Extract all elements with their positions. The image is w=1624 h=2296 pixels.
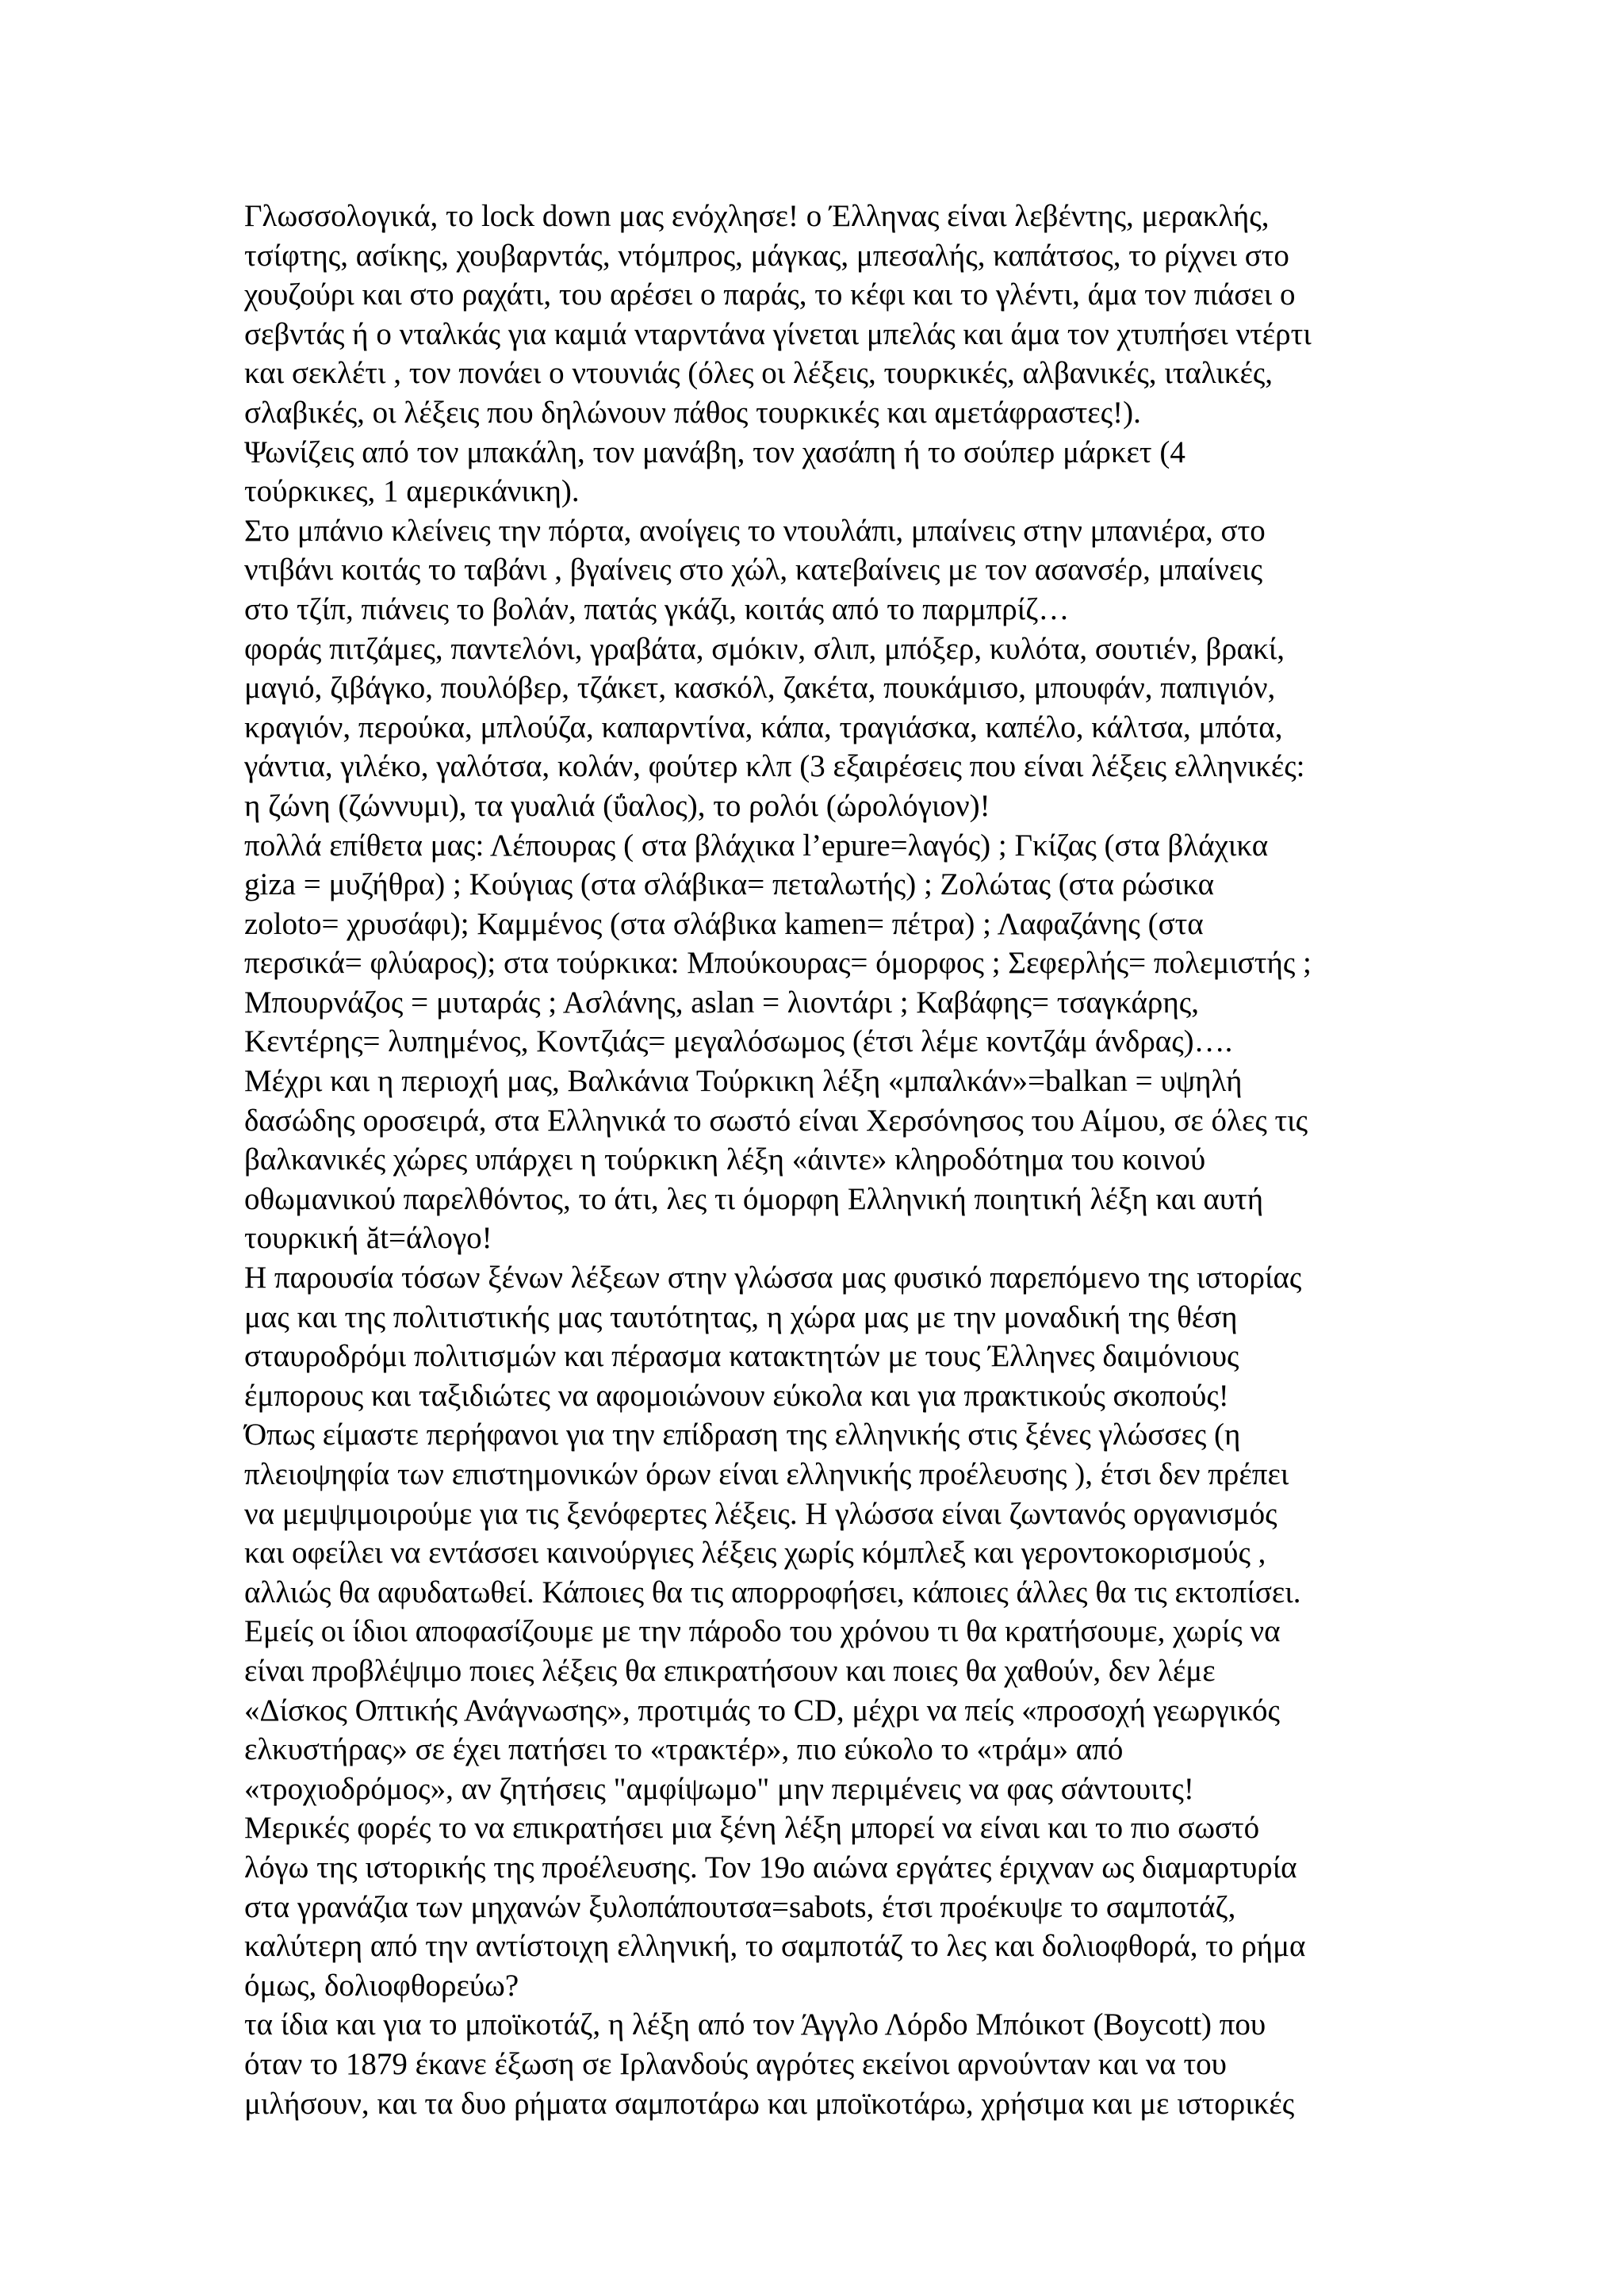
text-line: giza = μυζήθρα) ; Κούγιας (στα σλάβικα= πεταλωτής) ; Ζολώτας (στα ρώσικα <box>244 867 1215 902</box>
text-line: Όπως είμαστε περήφανοι για την επίδραση της ελληνικής στις ξένες γλώσσες (η <box>244 1418 1241 1452</box>
text-line: όταν το 1879 έκανε έξωση σε Ιρλανδούς αγρότες εκείνοι αρνούνταν και να του <box>244 2046 1227 2081</box>
text-line: Μερικές φορές το να επικρατήσει μια ξένη λέξη μπορεί να είναι και το πιο σωστό <box>244 1811 1260 1846</box>
text-line: να μεμψιμοιρούμε για τις ξενόφερτες λέξεις. Η γλώσσα είναι ζωντανός οργανισμός <box>244 1496 1277 1531</box>
text-line: πολλά επίθετα μας: Λέπουρας ( στα βλάχικα l’epure=λαγός) ; Γκίζας (στα βλάχικα <box>244 828 1269 863</box>
text-line: τα ίδια και για το μποϊκοτάζ, η λέξη από τον Άγγλο Λόρδο Μπόικοτ (Boycott) που <box>244 2007 1266 2042</box>
text-line: καλύτερη από την αντίστοιχη ελληνική, το σαμποτάζ το λες και δολιοφθορά, το ρήμα <box>244 1929 1306 1964</box>
text-line: σεβντάς ή ο νταλκάς για καμιά νταρντάνα γίνεται μπελάς και άμα τον χτυπήσει ντέρτι <box>244 316 1312 351</box>
text-line: μας και της πολιτιστικής μας ταυτότητας, η χώρα μας με την μοναδική της θέση <box>244 1299 1238 1334</box>
text-line: οθωμανικού παρελθόντος, το άτι, λες τι όμορφη Ελληνική ποιητική λέξη και αυτή <box>244 1181 1264 1216</box>
text-line: μαγιό, ζιβάγκο, πουλόβερ, τζάκετ, κασκόλ, ζακέτα, πουκάμισο, μπουφάν, παπιγιόν, <box>244 671 1276 706</box>
text-line: στο τζίπ, πιάνεις το βολάν, πατάς γκάζι, κοιτάς από το παρμπρίζ… <box>244 591 1070 626</box>
text-line: μιλήσουν, και τα δυο ρήματα σαμποτάρω και μποϊκοτάρω, χρήσιμα και με ιστορικές <box>244 2086 1295 2121</box>
text-line: Ψωνίζεις από τον μπακάλη, τον μανάβη, τον χασάπη ή το σούπερ μάρκετ (4 <box>244 434 1185 469</box>
text-line: Εμείς οι ίδιοι αποφασίζουμε με την πάροδο του χρόνου τι θα κρατήσουμε, χωρίς να <box>244 1614 1281 1649</box>
text-line: φοράς πιτζάμες, παντελόνι, γραβάτα, σμόκιν, σλιπ, μπόξερ, κυλότα, σουτιέν, βρακί, <box>244 631 1285 666</box>
text-line: Η παρουσία τόσων ξένων λέξεων στην γλώσσα μας φυσικό παρεπόμενο της ιστορίας <box>244 1261 1302 1295</box>
text-line: και σεκλέτι , τον πονάει ο ντουνιάς (όλες οι λέξεις, τουρκικές, αλβανικές, ιταλικές, <box>244 356 1274 391</box>
text-line: είναι προβλέψιμο ποιες λέξεις θα επικρατήσουν και ποιες θα χαθούν, δεν λέμε <box>244 1653 1216 1688</box>
text-line: τσίφτης, ασίκης, χουβαρντάς, ντόμπρος, μάγκας, μπεσαλής, καπάτσος, το ρίχνει στο <box>244 238 1289 273</box>
text-line: ελκυστήρας» σε έχει πατήσει το «τρακτέρ», πιο εύκολο το «τράμ» από <box>244 1732 1124 1767</box>
text-line: σταυροδρόμι πολιτισμών και πέρασμα κατακτητών με τους Έλληνες δαιμόνιους <box>244 1339 1239 1374</box>
text-line: κραγιόν, περούκα, μπλούζα, καπαρντίνα, κάπα, τραγιάσκα, καπέλο, κάλτσα, μπότα, <box>244 710 1283 744</box>
text-line: αλλιώς θα αφυδατωθεί. Κάποιες θα τις απορροφήσει, κάποιες άλλες θα τις εκτοπίσει. <box>244 1575 1301 1609</box>
text-line: και οφείλει να εντάσσει καινούργιες λέξεις χωρίς κόμπλεξ και γεροντοκορισμούς , <box>244 1536 1266 1571</box>
text-line: λόγω της ιστορικής της προέλευσης. Τον 19ο αιώνα εργάτες έριχναν ως διαμαρτυρία <box>244 1850 1297 1885</box>
text-line: χουζούρι και στο ραχάτι, του αρέσει ο παράς, το κέφι και το γλέντι, άμα τον πιάσει ο <box>244 277 1296 312</box>
text-line: Στο μπάνιο κλείνεις την πόρτα, ανοίγεις το ντουλάπι, μπαίνεις στην μπανιέρα, στο <box>244 513 1266 548</box>
text-line: «τροχιοδρόμος», αν ζητήσεις "αμφίψωμο" μην περιμένεις να φας σάντουιτς! <box>244 1771 1194 1806</box>
text-line: δασώδης οροσειρά, στα Ελληνικά το σωστό είναι Χερσόνησος του Αίμου, σε όλες τις <box>244 1103 1308 1138</box>
text-line: περσικά= φλύαρος); στα τούρκικα: Μπούκουρας= όμορφος ; Σεφερλής= πολεμιστής ; <box>244 946 1312 981</box>
text-line: γάντια, γιλέκο, γαλότσα, κολάν, φούτερ κλπ (3 εξαιρέσεις που είναι λέξεις ελληνικές: <box>244 749 1305 784</box>
text-line: όμως, δολιοφθορεύω? <box>244 1968 519 2003</box>
text-line: έμπορους και ταξιδιώτες να αφομοιώνουν εύκολα και για πρακτικούς σκοπούς! <box>244 1378 1229 1413</box>
text-line: τούρκικες, 1 αμερικάνικη). <box>244 474 580 509</box>
text-line: Μέχρι και η περιοχή μας, Βαλκάνια Τούρκικη λέξη «μπαλκάν»=balkan = υψηλή <box>244 1064 1243 1099</box>
text-line: τουρκική ăt=άλογο! <box>244 1221 492 1256</box>
text-line: η ζώνη (ζώννυμι), τα γυαλιά (ΰαλος), το ρολόι (ώρολόγιον)! <box>244 788 990 823</box>
text-line: zoloto= χρυσάφι); Καμμένος (στα σλάβικα kamen= πέτρα) ; Λαφαζάνης (στα <box>244 906 1204 941</box>
text-line: στα γρανάζια των μηχανών ξυλοπάπουτσα=sabots, έτσι προέκυψε το σαμποτάζ, <box>244 1889 1236 1924</box>
text-line: πλειοψηφία των επιστημονικών όρων είναι ελληνικής προέλευσης ), έτσι δεν πρέπει <box>244 1457 1289 1491</box>
text-line: βαλκανικές χώρες υπάρχει η τούρκικη λέξη «άιντε» κληροδότημα του κοινού <box>244 1142 1206 1177</box>
text-line: Μπουρνάζος = μυταράς ; Ασλάνης, aslan = λιοντάρι ; Καβάφης= τσαγκάρης, <box>244 985 1199 1020</box>
text-line: ντιβάνι κοιτάς το ταβάνι , βγαίνεις στο χώλ, κατεβαίνεις με τον ασανσέρ, μπαίνεις <box>244 553 1263 587</box>
text-line: Γλωσσολογικά, το lock down μας ενόχλησε! ο Έλληνας είναι λεβέντης, μερακλής, <box>244 199 1270 233</box>
document-body-text <box>244 197 1380 2123</box>
text-line: σλαβικές, οι λέξεις που δηλώνουν πάθος τουρκικές και αμετάφραστες!). <box>244 395 1141 430</box>
text-line: Κεντέρης= λυπημένος, Κοντζιάς= μεγαλόσωμος (έτσι λέμε κοντζάμ άνδρας)…. <box>244 1024 1233 1059</box>
text-line: «Δίσκος Οπτικής Ανάγνωσης», προτιμάς το CD, μέχρι να πείς «προσοχή γεωργικός <box>244 1693 1280 1728</box>
